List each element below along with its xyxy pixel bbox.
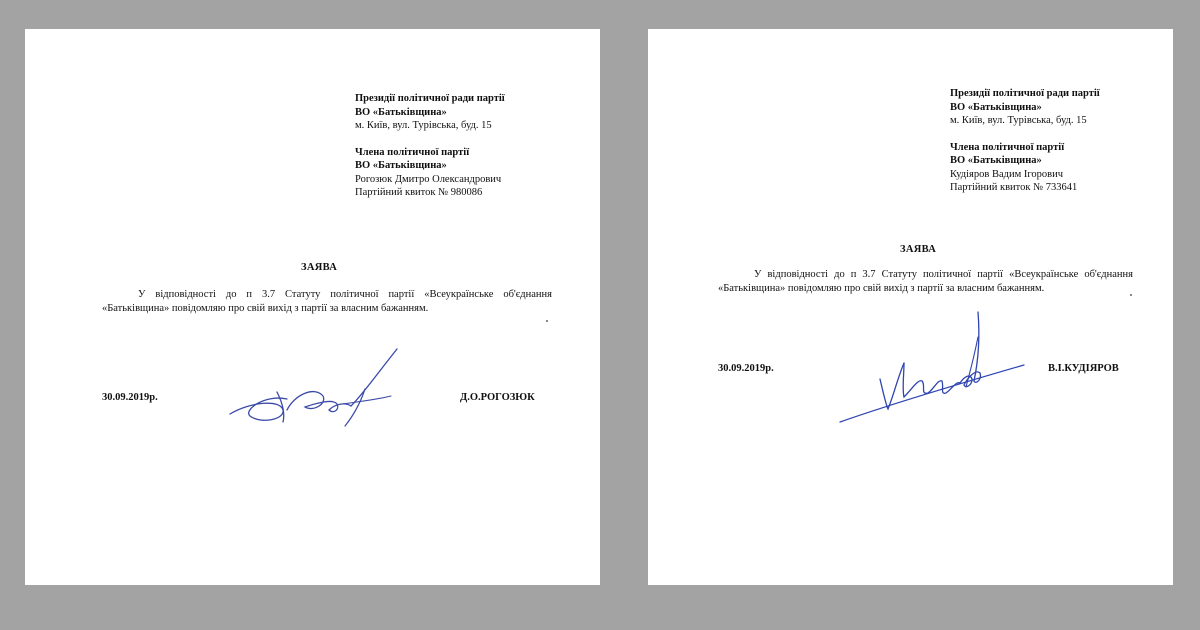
addressee-line: Президії політичної ради партії [950, 88, 1100, 99]
document-page-left [25, 29, 600, 585]
sender-line: ВО «Батьківщина» [355, 160, 447, 171]
sender-line: Члена політичної партії [950, 141, 1065, 153]
document-date: 30.09.2019р. [102, 392, 158, 403]
sender-name: Рогозюк Дмитро Олександрович [355, 173, 502, 185]
body-line: «Батьківщина» повідомляю про свій вихід з партії за власним бажанням. [718, 282, 1045, 294]
party-card-number: Партійний квиток № 733641 [950, 182, 1078, 193]
addressee-line: м. Київ, вул. Турівська, буд. 15 [355, 120, 492, 131]
document-body [102, 288, 552, 315]
addressee-line: Президії політичної ради партії [355, 93, 505, 104]
document-page-right [648, 29, 1173, 585]
addressee-block [950, 87, 1100, 195]
handwritten-signature [225, 344, 400, 429]
body-line: У відповідності до п 3.7 Статуту політичної партії «Всеукраїнське об'єднання [138, 289, 552, 300]
body-line: «Батьківщина» повідомляю про свій вихід з партії за власним бажанням. [102, 302, 429, 314]
document-date: 30.09.2019р. [718, 363, 774, 374]
sender-line: ВО «Батьківщина» [950, 155, 1042, 166]
party-card-number: Партійний квиток № 980086 [355, 187, 483, 198]
scan-speck [546, 320, 548, 322]
document-body [718, 268, 1133, 295]
addressee-line: м. Київ, вул. Турівська, буд. 15 [950, 115, 1087, 126]
document-title: ЗАЯВА [301, 262, 338, 273]
document-title: ЗАЯВА [900, 244, 937, 255]
signer-name: В.І.КУДІЯРОВ [1048, 363, 1119, 374]
sender-name: Кудіяров Вадим Ігорович [950, 168, 1064, 180]
body-line: У відповідності до п 3.7 Статуту політичної партії «Всеукраїнське об'єднання [754, 269, 1133, 280]
signer-name: Д.О.РОГОЗЮК [460, 392, 535, 403]
addressee-line: ВО «Батьківщина» [355, 106, 447, 118]
handwritten-signature [838, 307, 1028, 425]
sender-line: Члена політичної партії [355, 146, 470, 158]
scan-speck [1130, 294, 1132, 296]
addressee-block [355, 92, 505, 200]
addressee-line: ВО «Батьківщина» [950, 101, 1042, 113]
